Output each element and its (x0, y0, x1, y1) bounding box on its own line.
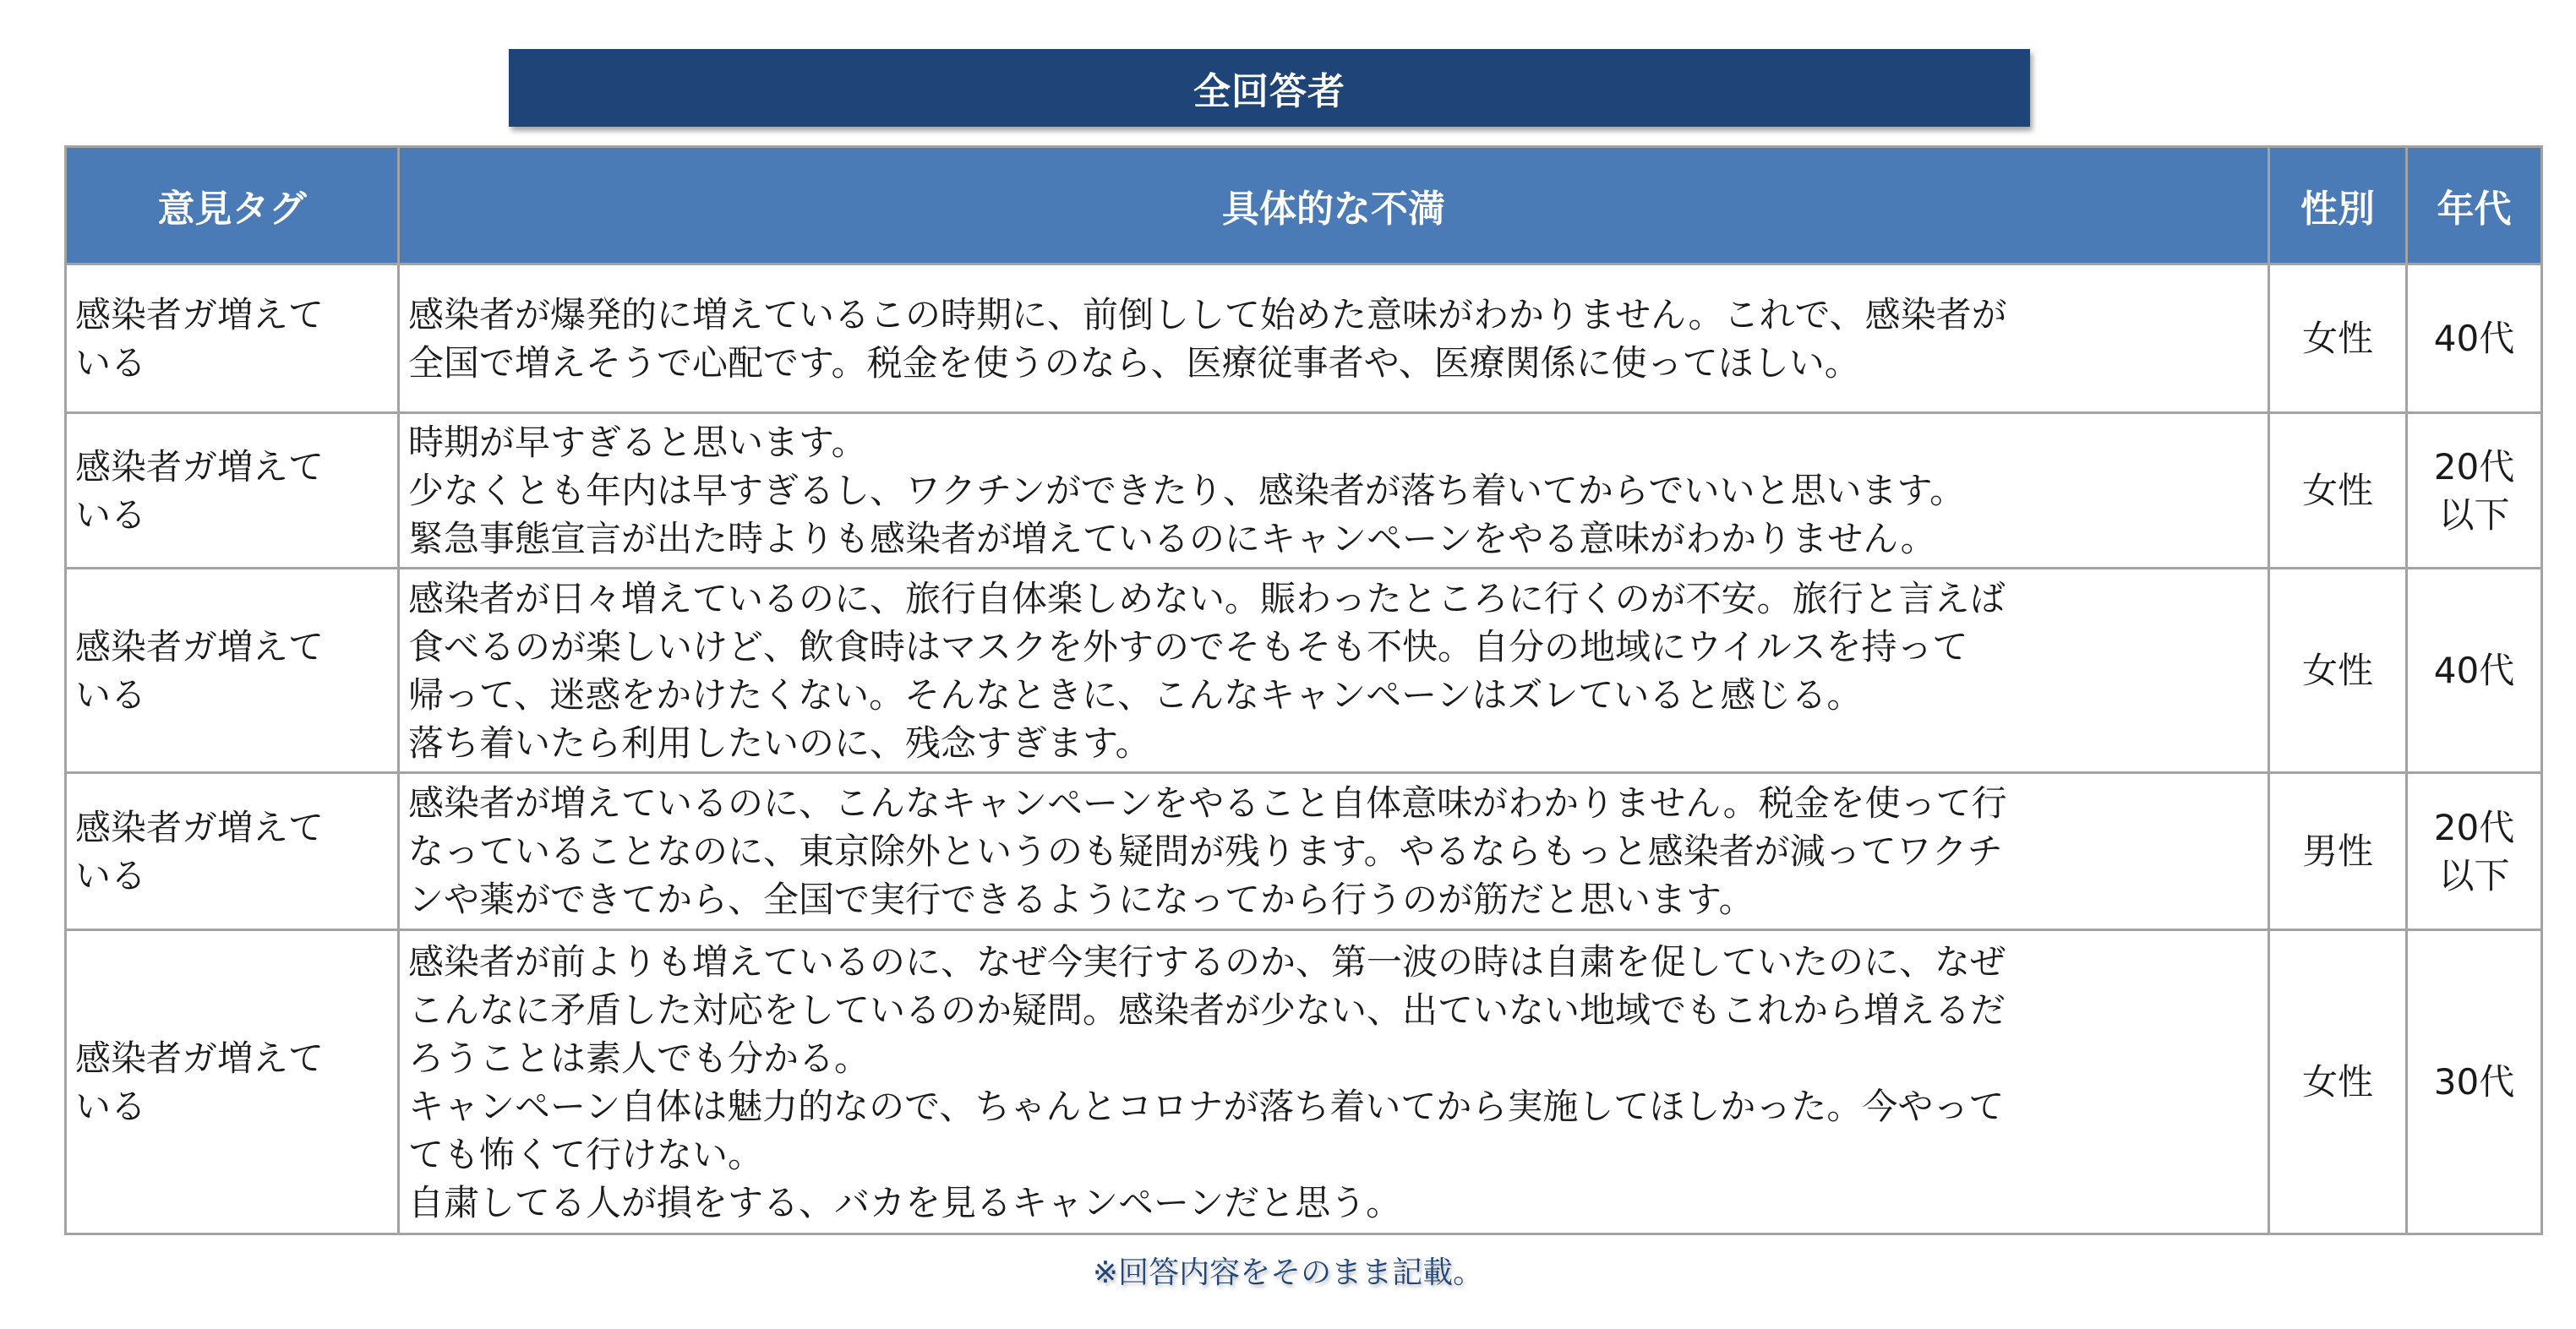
opinion-tag-line: 感染者ガ増えて (75, 806, 325, 848)
complaint-line: 感染者が前よりも増えているのに、なぜ今実行するのか、第一波の時は自粛を促していたのに、なぜ (408, 940, 2006, 983)
header-tag: 意見タグ (66, 147, 399, 264)
opinion-tag-line: いる (75, 493, 147, 536)
age-cell (2407, 930, 2542, 1234)
complaint-line: ろうことは素人でも分かる。 (408, 1037, 870, 1079)
gender-cell: 女性 (2269, 264, 2407, 413)
table-row (66, 264, 2542, 413)
gender-cell: 男性 (2269, 773, 2407, 930)
opinion-tag-cell (66, 264, 399, 413)
complaint-line: 感染者が爆発的に増えているこの時期に、前倒しして始めた意味がわかりません。これで、感染者が (408, 293, 2007, 335)
opinion-tag-line: 感染者ガ増えて (75, 625, 325, 667)
table-header-row (66, 147, 2542, 264)
table-row (66, 413, 2542, 569)
complaint-line: 緊急事態宣言が出た時よりも感染者が増えているのにキャンペーンをやる意味がわかりません。 (408, 518, 1936, 559)
age-line: 以下 (2438, 493, 2510, 536)
complaint-line: 少なくとも年内は早すぎるし、ワクチンができたり、感染者が落ち着いてからでいいと思います。 (408, 470, 1966, 511)
opinion-tag-cell (66, 930, 399, 1234)
opinion-tag-line: 感染者ガ増えて (75, 293, 325, 335)
opinion-tag-line: いる (75, 1085, 147, 1127)
complaint-cell (399, 773, 2269, 930)
complaint-line: こんなに矛盾した対応をしているのか疑問。感染者が少ない、出ていない地域でもこれから増えるだ (408, 989, 2006, 1031)
gender-cell: 女性 (2269, 413, 2407, 569)
complaint-line: 自粛してる人が損をする、バカを見るキャンペーンだと思う。 (408, 1181, 1402, 1223)
age-line: 30代 (2433, 1061, 2515, 1103)
complaint-cell (399, 413, 2269, 569)
complaint-line: 落ち着いたら利用したいのに、残念すぎます。 (408, 722, 1151, 764)
age-cell (2407, 264, 2542, 413)
age-cell (2407, 773, 2542, 930)
table-title: 全回答者 (1193, 70, 1345, 113)
age-line: 以下 (2438, 854, 2510, 896)
opinion-tag-line: いる (75, 673, 147, 716)
complaint-line: なっていることなのに、東京除外というのも疑問が残ります。やるならもっと感染者が減ってワクチ (408, 831, 2003, 872)
table-title-banner (509, 49, 2030, 127)
opinion-tag-line: 感染者ガ増えて (75, 1037, 325, 1079)
complaint-line: 全国で増えそうで心配です。税金を使うのなら、医療従事者や、医療関係に使ってほしい。 (408, 341, 1860, 384)
complaint-cell (399, 569, 2269, 773)
footnote: ※回答内容をそのまま記載。 (1092, 1255, 1484, 1290)
table-row (66, 569, 2542, 773)
complaint-line: 時期が早すぎると思います。 (408, 422, 867, 463)
gender-cell: 女性 (2269, 930, 2407, 1234)
opinion-tag-line: 感染者ガ増えて (75, 445, 325, 487)
table-row (66, 773, 2542, 930)
opinion-tag-cell (66, 413, 399, 569)
opinion-tag-line: いる (75, 854, 147, 896)
age-line: 40代 (2433, 650, 2515, 691)
header-gender: 性別 (2269, 147, 2407, 264)
opinion-tag-cell (66, 569, 399, 773)
opinion-tag-cell (66, 773, 399, 930)
age-line: 20代 (2433, 445, 2515, 487)
age-line: 40代 (2433, 318, 2515, 359)
opinion-tag-line: いる (75, 341, 147, 384)
header-age: 年代 (2407, 147, 2542, 264)
complaint-line: ンや薬ができてから、全国で実行できるようになってから行うのが筋だと思います。 (408, 879, 1755, 920)
complaint-line: 感染者が日々増えているのに、旅行自体楽しめない。賑わったところに行くのが不安。旅行と言えば (408, 577, 2006, 619)
complaint-line: ても怖くて行けない。 (408, 1133, 764, 1175)
age-cell (2407, 413, 2542, 569)
complaint-line: 食べるのが楽しいけど、飲食時はマスクを外すのでそもそも不快。自分の地域にウイルスを持って (408, 625, 1968, 667)
complaint-line: 帰って、迷惑をかけたくない。そんなときに、こんなキャンペーンはズレていると感じる。 (408, 673, 1863, 716)
complaint-line: 感染者が増えているのに、こんなキャンペーンをやること自体意味がわかりません。税金を使って行 (408, 782, 2007, 824)
header-complaint: 具体的な不満 (399, 147, 2269, 264)
age-cell (2407, 569, 2542, 773)
complaints-table (64, 145, 2543, 1235)
complaint-cell (399, 264, 2269, 413)
age-line: 20代 (2433, 806, 2515, 848)
gender-cell: 女性 (2269, 569, 2407, 773)
table-row (66, 930, 2542, 1234)
complaint-cell (399, 930, 2269, 1234)
complaint-line: キャンペーン自体は魅力的なので、ちゃんとコロナが落ち着いてから実施してほしかった。今やって (408, 1085, 2005, 1127)
